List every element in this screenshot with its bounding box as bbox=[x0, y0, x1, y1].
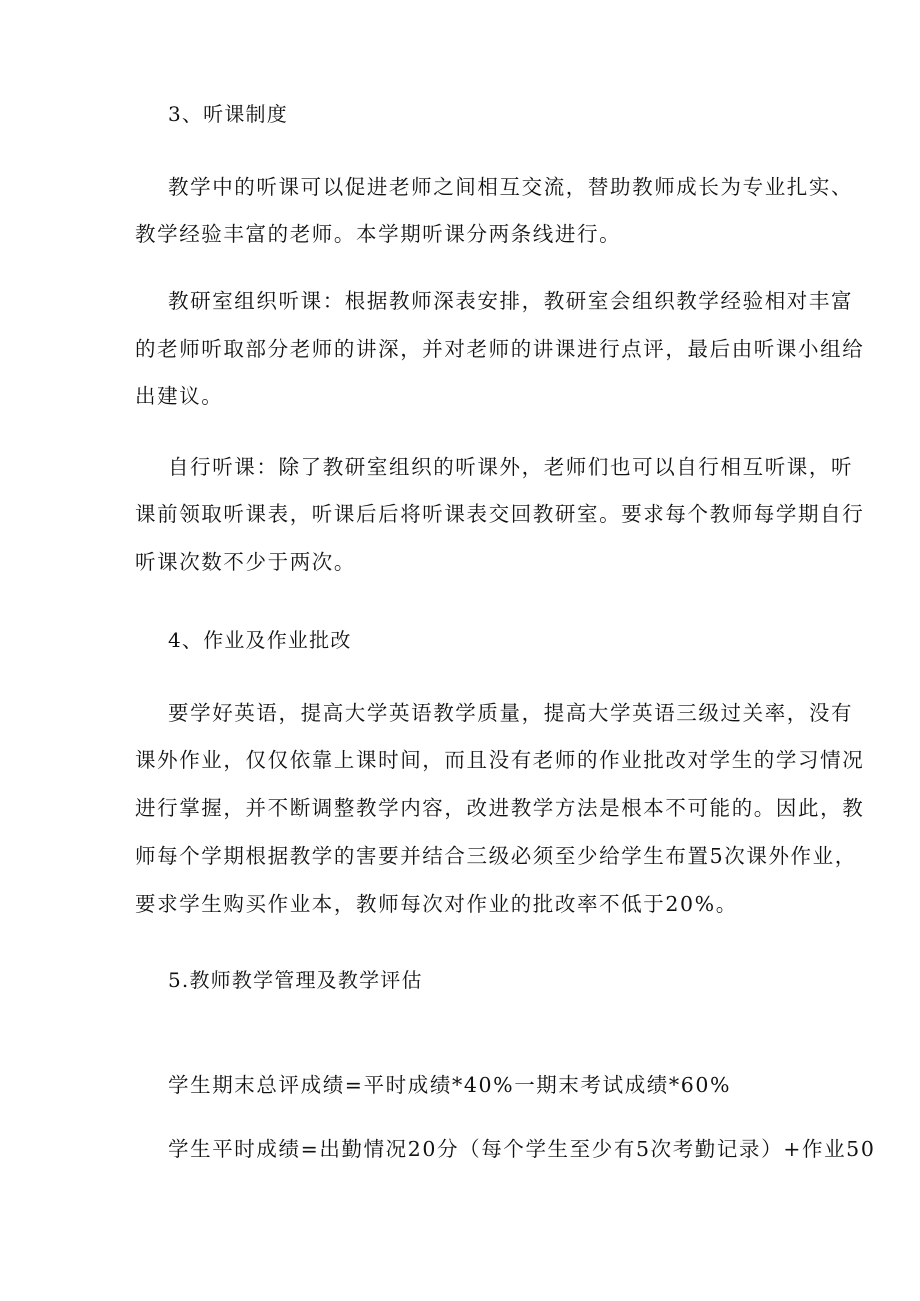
formula-final-grade: 学生期末总评成绩=平时成绩*40%一期末考试成绩*60% bbox=[168, 1073, 732, 1097]
section-4-paragraph-line-4: 师每个学期根据教学的害要并结合三级必须至少给学生布置5次课外作业， bbox=[135, 844, 857, 868]
section-4-paragraph-line-3: 进行掌握，并不断调整教学内容，改进教学方法是根本不可能的。因此，教 bbox=[135, 796, 865, 820]
section-3-paragraph-3-line-1: 自行听课：除了教研室组织的听课外，老师们也可以自行相互听课，听 bbox=[168, 455, 854, 479]
section-4-paragraph-line-1: 要学好英语，提高大学英语教学质量，提高大学英语三级过关率，没有 bbox=[168, 701, 854, 725]
section-4-heading: 4、作业及作业批改 bbox=[168, 628, 352, 652]
section-3-paragraph-1-line-2: 教学经验丰富的老师。本学期听课分两条线进行。 bbox=[135, 222, 622, 246]
section-3-paragraph-3-line-3: 听课次数不少于两次。 bbox=[135, 550, 356, 574]
section-5-heading: 5.教师教学管理及教学评估 bbox=[168, 968, 423, 992]
section-3-paragraph-2-line-3: 出建议。 bbox=[135, 384, 224, 408]
section-4-paragraph-line-2: 课外作业，仅仅依靠上课时间，而且没有老师的作业批改对学生的学习情况 bbox=[135, 748, 865, 772]
section-3-paragraph-2-line-2: 的老师听取部分老师的讲深，并对老师的讲课进行点评，最后由听课小组给 bbox=[135, 337, 865, 361]
section-4-paragraph-line-5: 要求学生购买作业本，教师每次对作业的批改率不低于20%。 bbox=[135, 892, 738, 916]
section-3-paragraph-2-line-1: 教研室组织听课：根据教师深表安排，教研室会组织教学经验相对丰富 bbox=[168, 289, 854, 313]
formula-regular-grade: 学生平时成绩=出勤情况20分（每个学生至少有5次考勤记录）+作业50 bbox=[168, 1137, 876, 1161]
section-3-heading: 3、听课制度 bbox=[168, 102, 288, 126]
section-3-paragraph-3-line-2: 课前领取听课表，听课后后将听课表交回教研室。要求每个教师每学期自行 bbox=[135, 502, 865, 526]
section-3-paragraph-1-line-1: 教学中的听课可以促进老师之间相互交流，替助教师成长为专业扎实、 bbox=[168, 175, 854, 199]
